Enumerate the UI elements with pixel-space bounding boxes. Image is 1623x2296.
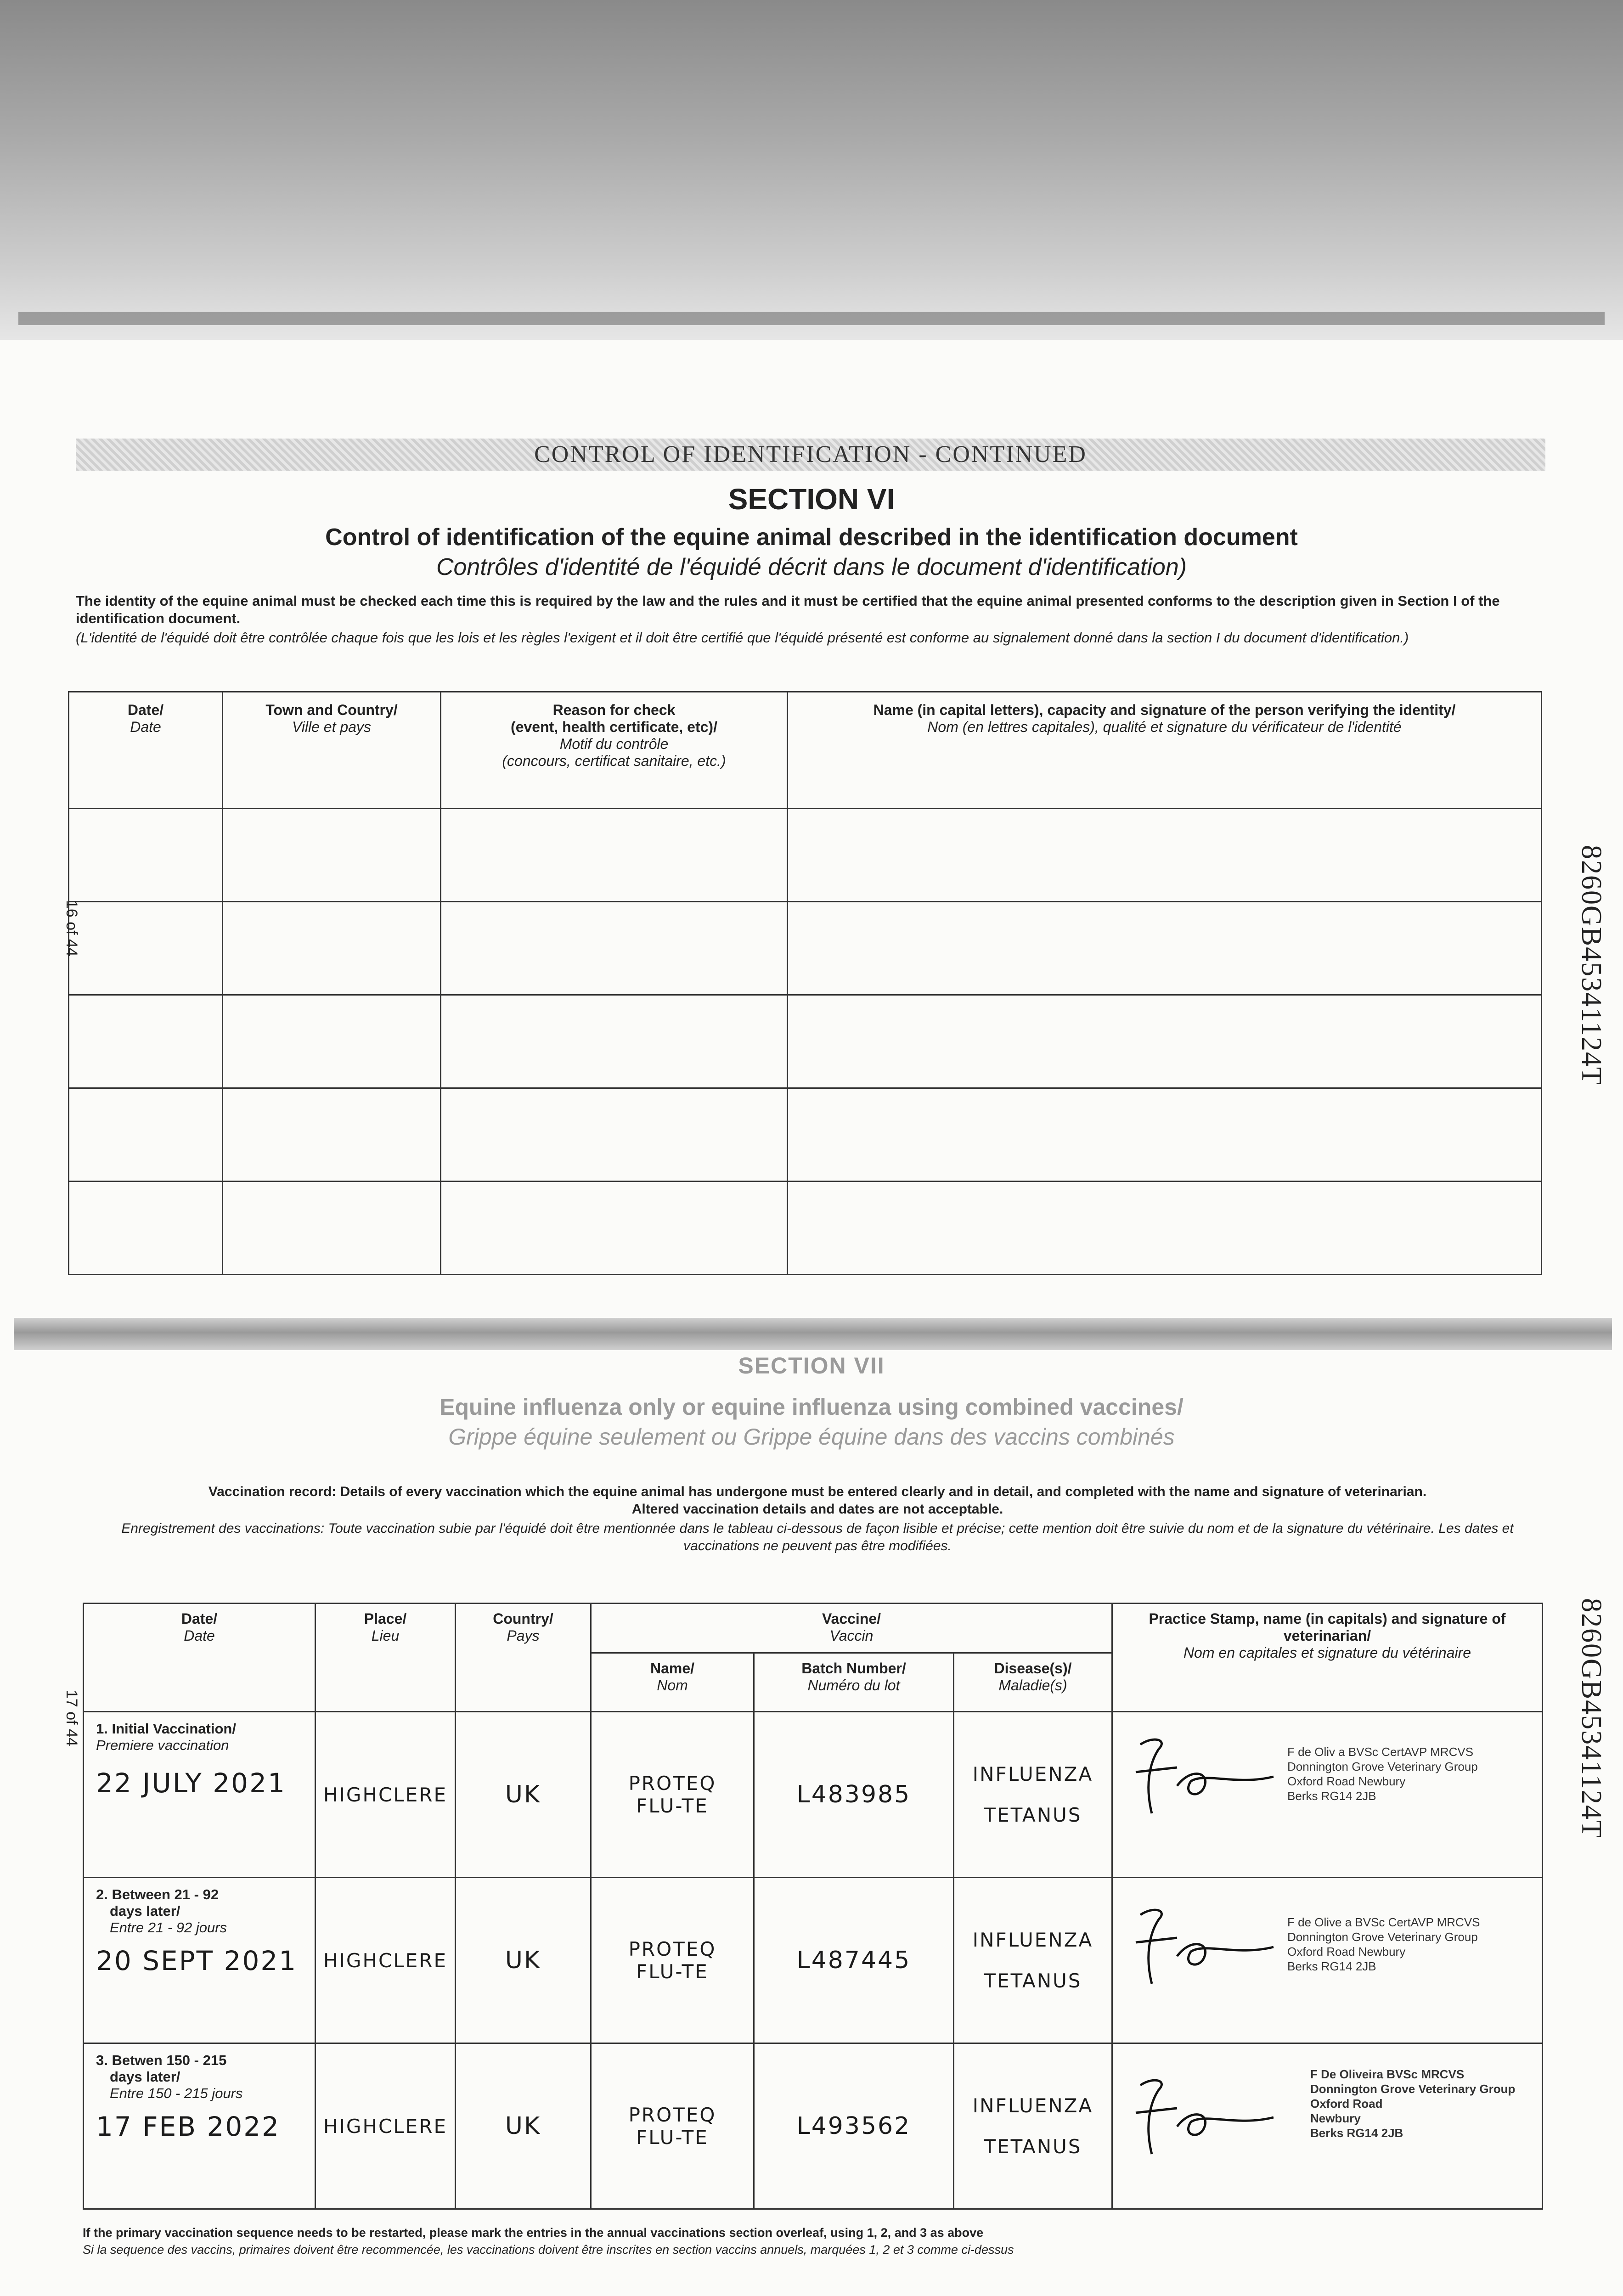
stamp-line: Berks RG14 2JB [1310,2126,1403,2140]
country-cell[interactable]: UK [456,2043,591,2209]
vaccination-date: 20 SEPT 2021 [96,1945,298,1976]
section7-title-fr: Grippe équine seulement ou Grippe équine dans des vaccins combinés [448,1424,1175,1450]
title-fr: Contrôles d'identité de l'équidé décrit dans le document d'identification) [436,554,1187,580]
col-batch [754,1653,954,1712]
practice-stamp [1287,1745,1478,1803]
empty-cell[interactable] [69,995,223,1088]
page-number-bottom: 17 of 44 [63,1690,80,1746]
col-country [456,1604,591,1712]
stamp-line: Berks RG14 2JB [1287,1959,1376,1973]
country-cell[interactable]: UK [456,1712,591,1878]
col-date-en: Date/ [127,702,164,718]
vaccine-name-line1: PROTEQ [628,2104,716,2126]
disease-cell[interactable] [954,1878,1112,2043]
vaccine-name-line2: FLU-TE [636,2126,709,2149]
practice-stamp [1310,2067,1515,2140]
disease-line1: INFLUENZA [972,2094,1093,2117]
row-date-cell[interactable] [84,1878,316,2043]
identification-table [68,691,1542,1275]
intro-fr: (L'identité de l'équidé doit être contrôlée chaque fois que les lois et les règles l'exigent et il doit être certifié que l'équidé présenté est conforme au signalement donné dans la section I du document d'identification.) [76,630,1409,646]
disease-line2: TETANUS [984,1804,1082,1826]
vacc-intro-fr: Enregistrement des vaccinations: Toute vaccination subie par l'équidé doit être mentionnée dans le tableau ci-dessous de façon lisible et précise; cette mention doit être suivie du nom et de la signature du vétérinaire. Les dates et vaccinations ne peuvent pas être modifiées. [121,1521,1514,1553]
batch-cell[interactable]: L483985 [754,1712,954,1878]
table-row [84,1712,1543,1878]
vaccination-table [83,1603,1543,2210]
stamp-line: Oxford Road [1310,2097,1383,2110]
empty-cell[interactable] [441,809,788,902]
disease-line1: INFLUENZA [972,1929,1093,1951]
signature-icon [1127,2071,1283,2163]
row-label-en: 1. Initial Vaccination/ [96,1721,236,1737]
disease-line2: TETANUS [984,1970,1082,1992]
col-stamp-fr: Nom en capitales et signature du vétérinaire [1183,1644,1471,1661]
col-reason-fr: Motif du contrôle [559,736,669,752]
col-date-fr: Date [184,1627,215,1644]
col-vaccine-fr: Vaccin [829,1627,873,1644]
stamp-line: F de Oliv a BVSc CertAVP MRCVS [1287,1745,1474,1759]
row-label-en2: days later/ [110,1903,180,1919]
row-date-cell[interactable] [84,2043,316,2209]
disease-line1: INFLUENZA [972,1763,1093,1785]
stamp-line: F de Olive a BVSc CertAVP MRCVS [1287,1915,1480,1929]
empty-cell[interactable] [788,1088,1542,1182]
vacc-intro-en1: Vaccination record: Details of every vaccination which the equine animal has undergone must be entered clearly and in detail, and completed with the name and signature of veterinarian. [208,1484,1427,1499]
row-label-en: 2. Between 21 - 92 [96,1886,219,1902]
place-cell[interactable]: HIGHCLERE [316,1878,456,2043]
empty-cell[interactable] [441,902,788,995]
col-country-fr: Pays [507,1627,540,1644]
place-cell[interactable]: HIGHCLERE [316,2043,456,2209]
col-reason-en: Reason for check [552,702,676,718]
table-row [69,1088,1542,1182]
stamp-cell[interactable] [1112,1878,1543,2043]
stamp-line: Donnington Grove Veterinary Group [1310,2082,1516,2096]
disease-cell[interactable] [954,2043,1112,2209]
col-vaccine [591,1604,1112,1653]
col-date [84,1604,316,1712]
table-row [84,1878,1543,2043]
row-label-fr: Premiere vaccination [96,1737,229,1753]
col-batch-en: Batch Number/ [801,1660,906,1677]
document-number-top: 8260GB45341124T [1576,845,1607,1086]
section7-title: SECTION VII [738,1353,885,1379]
footer-note-en: If the primary vaccination sequence needs to be restarted, please mark the entries in the annual vaccinations section overleaf, using 1, 2, and 3 as above [83,2226,984,2240]
stamp-cell[interactable] [1112,1712,1543,1878]
col-town-en: Town and Country/ [265,702,398,718]
stamp-line: Berks RG14 2JB [1287,1789,1376,1803]
col-date [69,692,223,809]
empty-cell[interactable] [223,902,441,995]
table-header-row [84,1604,1543,1653]
empty-cell[interactable] [223,995,441,1088]
intro-en: The identity of the equine animal must be checked each time this is required by the law and the rules and it must be certified that the equine animal presented conforms to the description given in Section I of the identification document. [76,593,1500,626]
col-place-fr: Lieu [371,1627,400,1644]
col-disease-fr: Maladie(s) [998,1677,1067,1694]
vaccination-date: 17 FEB 2022 [96,2111,281,2142]
row-label-fr: Entre 150 - 215 jours [110,2085,243,2101]
col-verifier-en: Name (in capital letters), capacity and signature of the person verifying the identity/ [873,702,1456,718]
vaccination-date: 22 JULY 2021 [96,1767,286,1799]
vaccine-name-cell[interactable] [591,1878,754,2043]
col-town [223,692,441,809]
footer-note-fr: Si la sequence des vaccins, primaires doivent être recommencée, les vaccinations doivent être inscrites en section vaccins annuels, marquées 1, 2 et 3 comme ci-dessus [83,2243,1014,2257]
place-cell[interactable]: HIGHCLERE [316,1712,456,1878]
vaccine-name-line1: PROTEQ [628,1772,716,1795]
document-number-bottom: 8260GB45341124T [1576,1598,1607,1839]
col-batch-fr: Numéro du lot [807,1677,900,1694]
empty-cell[interactable] [788,995,1542,1088]
section-banner: CONTROL OF IDENTIFICATION - CONTINUED [76,439,1545,471]
page-edge [18,312,1605,325]
col-date-fr: Date [130,719,161,735]
empty-cell[interactable] [69,1088,223,1182]
col-reason-en2: (event, health certificate, etc)/ [511,719,717,735]
row-label-fr: Entre 21 - 92 jours [110,1919,227,1936]
stamp-line: Newbury [1310,2111,1361,2125]
scanner-shadow [0,0,1623,340]
col-vaccine-en: Vaccine/ [822,1610,881,1627]
empty-cell[interactable] [788,1182,1542,1275]
empty-cell[interactable] [788,809,1542,902]
col-place [316,1604,456,1712]
country-cell[interactable]: UK [456,1878,591,2043]
vaccine-name-line2: FLU-TE [636,1795,709,1817]
batch-cell[interactable]: L493562 [754,2043,954,2209]
col-disease-en: Disease(s)/ [994,1660,1072,1677]
col-reason-fr2: (concours, certificat sanitaire, etc.) [502,753,726,769]
col-stamp-en: Practice Stamp, name (in capitals) and signature of veterinarian/ [1149,1610,1506,1644]
col-verifier-fr: Nom (en lettres capitales), qualité et signature du vérificateur de l'identité [927,719,1402,735]
section7-title-en: Equine influenza only or equine influenza using combined vaccines/ [440,1394,1183,1420]
stamp-line: F De Oliveira BVSc MRCVS [1310,2067,1465,2081]
signature-icon [1127,1731,1283,1823]
col-name-en: Name/ [650,1660,695,1677]
col-reason [441,692,788,809]
vacc-intro-en2: Altered vaccination details and dates are not acceptable. [631,1502,1003,1517]
vacc-intro-en [92,1483,1543,1518]
col-stamp [1112,1604,1543,1712]
row-label-en2: days later/ [110,2069,180,2085]
table-row [69,1182,1542,1275]
empty-cell[interactable] [788,902,1542,995]
empty-cell[interactable] [441,995,788,1088]
empty-cell[interactable] [69,902,223,995]
col-country-en: Country/ [493,1610,553,1627]
stamp-cell[interactable] [1112,2043,1543,2209]
vaccine-name-cell[interactable] [591,1712,754,1878]
col-disease [954,1653,1112,1712]
row-label-en: 3. Betwen 150 - 215 [96,2052,227,2068]
empty-cell[interactable] [223,1182,441,1275]
stamp-line: Donnington Grove Veterinary Group [1287,1930,1478,1944]
page-number-top: 16 of 44 [63,900,80,957]
section-title: SECTION VI [728,483,895,516]
stamp-line: Oxford Road Newbury [1287,1945,1406,1958]
practice-stamp [1287,1915,1480,1974]
table-row [69,995,1542,1088]
page-fold [14,1318,1612,1350]
table-row [69,809,1542,902]
vaccine-name-line2: FLU-TE [636,1960,709,1983]
row-date-cell[interactable] [84,1712,316,1878]
empty-cell[interactable] [69,1182,223,1275]
col-date-en: Date/ [181,1610,218,1627]
col-vaccine-name [591,1653,754,1712]
table-row [69,902,1542,995]
batch-cell[interactable]: L487445 [754,1878,954,2043]
stamp-line: Oxford Road Newbury [1287,1774,1406,1788]
stamp-line: Donnington Grove Veterinary Group [1287,1760,1478,1773]
table-row [84,2043,1543,2209]
empty-cell[interactable] [441,1182,788,1275]
empty-cell[interactable] [69,809,223,902]
vaccine-name-cell[interactable] [591,2043,754,2209]
col-place-en: Place/ [364,1610,407,1627]
empty-cell[interactable] [441,1088,788,1182]
col-name-fr: Nom [657,1677,688,1694]
disease-line2: TETANUS [984,2135,1082,2158]
signature-icon [1127,1901,1283,1993]
disease-cell[interactable] [954,1712,1112,1878]
col-verifier [788,692,1542,809]
col-town-fr: Ville et pays [292,719,371,735]
empty-cell[interactable] [223,1088,441,1182]
title-en: Control of identification of the equine animal described in the identification document [325,524,1298,551]
empty-cell[interactable] [223,809,441,902]
vaccine-name-line1: PROTEQ [628,1938,716,1960]
table-header-row [69,692,1542,809]
